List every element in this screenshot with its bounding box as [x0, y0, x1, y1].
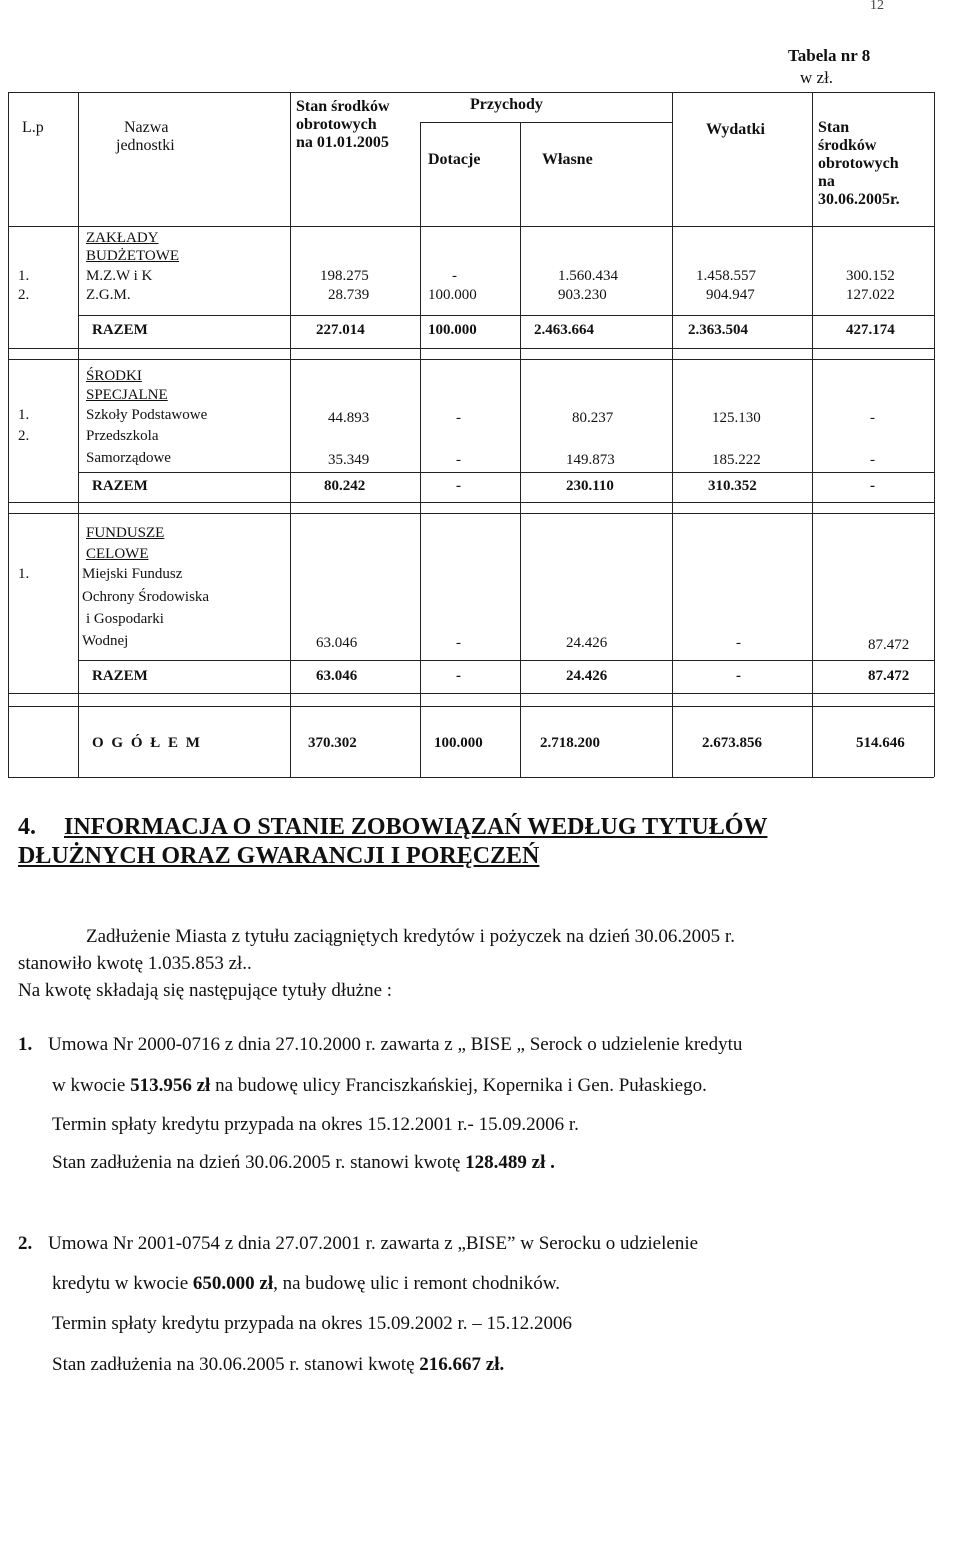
header-stan-end-5: 30.06.2005r. [818, 191, 900, 208]
grand-total-stan-start: 370.302 [308, 735, 357, 751]
table-caption: Tabela nr 8 [788, 46, 871, 65]
row-stan-start: 28.739 [328, 287, 370, 303]
row-lp: 2. [18, 428, 30, 444]
total-label: RAZEM [92, 478, 148, 494]
intro-text: Na kwotę składają się następujące tytuły dłużne : [18, 980, 393, 1001]
row-name: M.Z.W i K [86, 268, 153, 284]
item-line [52, 1152, 555, 1174]
row-dotacje: - [456, 452, 461, 468]
header-stan-end-2: środków [818, 137, 877, 154]
section-number: 4. [18, 814, 36, 840]
table-unit: w zł. [800, 68, 834, 87]
header-stan-end-4: na [818, 173, 835, 190]
section-title: FUNDUSZE [86, 525, 165, 541]
total-wlasne: 2.463.664 [534, 322, 594, 338]
section-heading: DŁUŻNYCH ORAZ GWARANCJI I PORĘCZEŃ [18, 843, 540, 869]
section-heading: INFORMACJA O STANIE ZOBOWIĄZAŃ WEDŁUG TYTUŁÓW [64, 814, 768, 840]
total-dotacje: - [456, 478, 461, 494]
header-dotacje: Dotacje [428, 151, 481, 168]
row-stan-start: 63.046 [316, 635, 358, 651]
row-wydatki: 125.130 [712, 410, 761, 426]
item-line [52, 1075, 707, 1097]
section-title: BUDŻETOWE [86, 248, 180, 264]
row-name: Z.G.M. [86, 287, 131, 303]
header-nazwa-2: jednostki [116, 137, 175, 154]
item-text: , na budowę ulic i remont chodników. [273, 1273, 560, 1294]
item-line [52, 1273, 560, 1295]
row-stan-end: - [870, 410, 875, 426]
total-stan-end: - [870, 478, 875, 494]
row-stan-start: 198.275 [320, 268, 369, 284]
row-wydatki: 904.947 [706, 287, 755, 303]
row-wlasne: 80.237 [572, 410, 614, 426]
header-przychody: Przychody [470, 96, 543, 113]
row-name: Samorządowe [86, 450, 171, 466]
row-name: Ochrony Środowiska [82, 589, 210, 605]
row-dotacje: 100.000 [428, 287, 477, 303]
header-stan-start-1: Stan środków [296, 98, 390, 115]
total-dotacje: - [456, 668, 461, 684]
row-wydatki: 1.458.557 [696, 268, 756, 284]
item-number: 1. [18, 1034, 33, 1055]
intro-text: Zadłużenie Miasta z tytułu zaciągniętych kredytów i pożyczek na dzień 30.06.2005 r. [86, 926, 735, 947]
item-line: Umowa Nr 2000-0716 z dnia 27.10.2000 r. zawarta z „ BISE „ Serock o udzielenie kredytu [48, 1034, 743, 1055]
item-amount: 128.489 zł . [465, 1152, 555, 1173]
total-wydatki: 310.352 [708, 478, 757, 494]
grand-total-wydatki: 2.673.856 [702, 735, 762, 751]
item-text: Stan zadłużenia na 30.06.2005 r. stanowi kwotę [52, 1354, 420, 1375]
row-lp: 2. [18, 287, 30, 303]
page-number: 12 [870, 0, 884, 13]
row-name: Miejski Fundusz [82, 566, 183, 582]
header-lp: L.p [22, 119, 44, 136]
item-text: Stan zadłużenia na dzień 30.06.2005 r. stanowi kwotę [52, 1152, 466, 1173]
row-stan-end: 300.152 [846, 268, 895, 284]
row-wlasne: 1.560.434 [558, 268, 618, 284]
header-wydatki: Wydatki [706, 121, 765, 138]
item-line: Termin spłaty kredytu przypada na okres 15.09.2002 r. – 15.12.2006 [52, 1313, 573, 1334]
row-wlasne: 149.873 [566, 452, 615, 468]
row-name: i Gospodarki [86, 611, 164, 627]
section-title: ZAKŁADY [86, 230, 159, 246]
row-stan-end: 127.022 [846, 287, 895, 303]
item-amount: 216.667 zł. [419, 1354, 505, 1375]
item-amount: 650.000 zł [192, 1273, 274, 1294]
total-wlasne: 230.110 [566, 478, 614, 494]
item-line: Termin spłaty kredytu przypada na okres 15.12.2001 r.- 15.09.2006 r. [52, 1114, 579, 1135]
row-stan-start: 35.349 [328, 452, 370, 468]
grand-total-wlasne: 2.718.200 [540, 735, 600, 751]
total-label: RAZEM [92, 322, 148, 338]
total-wydatki: - [736, 668, 741, 684]
grand-total-label: O G Ó Ł E M [92, 735, 202, 751]
header-wlasne: Własne [542, 151, 593, 168]
row-stan-end: 87.472 [868, 637, 910, 653]
total-wydatki: 2.363.504 [688, 322, 748, 338]
total-stan-start: 63.046 [316, 668, 358, 684]
item-line [52, 1354, 504, 1376]
header-stan-start-2: obrotowych [296, 116, 377, 133]
row-name: Szkoły Podstawowe [86, 407, 208, 423]
row-dotacje: - [456, 410, 461, 426]
total-dotacje: 100.000 [428, 322, 477, 338]
row-wlasne: 903.230 [558, 287, 607, 303]
total-label: RAZEM [92, 668, 148, 684]
total-wlasne: 24.426 [566, 668, 608, 684]
item-text: na budowę ulicy Franciszkańskiej, Kopernika i Gen. Pułaskiego. [210, 1075, 707, 1096]
row-stan-end: - [870, 452, 875, 468]
total-stan-start: 80.242 [324, 478, 366, 494]
header-stan-end-3: obrotowych [818, 155, 899, 172]
item-line: Umowa Nr 2001-0754 z dnia 27.07.2001 r. zawarta z „BISE” w Serocku o udzielenie [48, 1233, 699, 1254]
row-name: Wodnej [82, 633, 129, 649]
item-amount: 513.956 zł [130, 1075, 211, 1096]
section-title: ŚRODKI [86, 368, 142, 384]
header-stan-start-3: na 01.01.2005 [296, 134, 389, 151]
header-nazwa-1: Nazwa [124, 119, 169, 136]
row-wlasne: 24.426 [566, 635, 608, 651]
row-stan-start: 44.893 [328, 410, 370, 426]
grand-total-dotacje: 100.000 [434, 735, 483, 751]
item-text: w kwocie [52, 1075, 131, 1096]
row-dotacje: - [456, 635, 461, 651]
total-stan-end: 427.174 [846, 322, 895, 338]
row-lp: 1. [18, 268, 30, 284]
row-dotacje: - [452, 268, 457, 284]
intro-text: stanowiło kwotę 1.035.853 zł.. [18, 953, 252, 974]
total-stan-start: 227.014 [316, 322, 365, 338]
row-lp: 1. [18, 407, 30, 423]
row-name: Przedszkola [86, 428, 159, 444]
section-title: SPECJALNE [86, 387, 168, 403]
section-title: CELOWE [86, 546, 149, 562]
grand-total-stan-end: 514.646 [856, 735, 905, 751]
item-number: 2. [18, 1233, 33, 1254]
row-wydatki: - [736, 635, 741, 651]
total-stan-end: 87.472 [868, 668, 910, 684]
row-lp: 1. [18, 566, 30, 582]
item-text: kredytu w kwocie [52, 1273, 193, 1294]
header-stan-end-1: Stan [818, 119, 850, 136]
row-wydatki: 185.222 [712, 452, 761, 468]
